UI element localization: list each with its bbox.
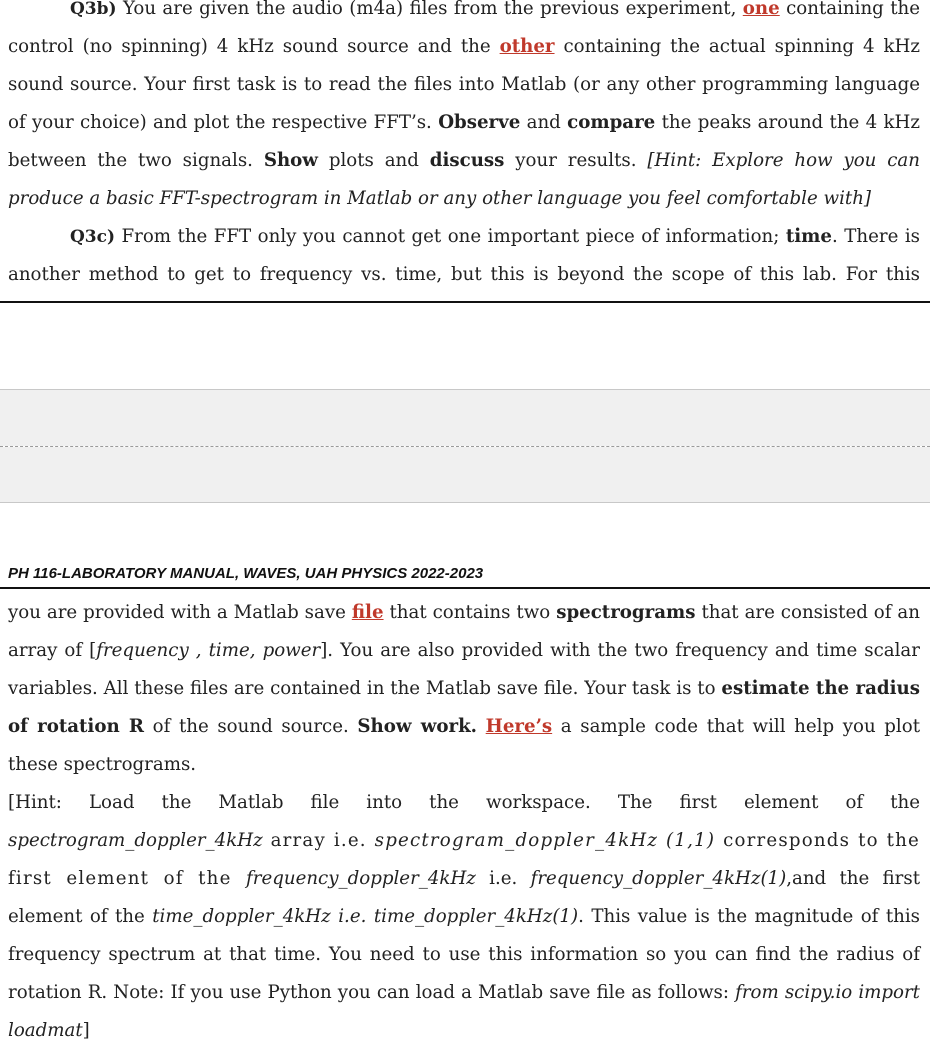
italic-text: time_doppler_4kHz: [152, 906, 331, 927]
text: array i.e.: [262, 830, 375, 851]
bold-text: Observe: [438, 112, 521, 133]
italic-text: spectrogram_doppler_4kHz (1,1): [374, 830, 716, 851]
bold-text: Show: [263, 150, 318, 171]
page-separator-top: [0, 389, 930, 446]
text: that are consisted of an array of [: [8, 602, 920, 661]
text: plots and: [317, 150, 430, 171]
italic-text: frequency , time, power: [96, 640, 321, 661]
text: ]: [82, 1020, 90, 1041]
text: i.e.: [475, 868, 531, 889]
link-one[interactable]: one: [742, 0, 780, 19]
header-rule: [0, 587, 930, 589]
link-other[interactable]: other: [499, 36, 555, 57]
page-separator-bottom: [0, 447, 930, 503]
bold-text: spectrograms: [556, 602, 696, 623]
text: [477, 716, 486, 737]
bold-text: discuss: [429, 150, 505, 171]
spectrogram-paragraph: [8, 594, 920, 784]
text: . There is another method to get to frequency vs. time, but this is beyond the scope of this lab. For this: [8, 226, 920, 285]
text: and: [520, 112, 568, 133]
text: that contains two: [383, 602, 557, 623]
text: you are provided with a Matlab save: [8, 602, 352, 623]
hint-text: [Hint: Explore how you can produce a basic FFT-spectrogram in Matlab or any other language you feel comfortable with]: [8, 150, 920, 209]
previous-page-bottom: [0, 0, 930, 303]
bold-text: Show work.: [357, 716, 478, 737]
hint-paragraph: [8, 784, 920, 1050]
link-file[interactable]: file: [351, 602, 384, 623]
question-3b-paragraph: [8, 0, 920, 218]
text: corresponds to the first element of the: [8, 830, 921, 889]
text: your results.: [504, 150, 648, 171]
italic-text: from scipy.io import loadmat: [8, 982, 920, 1041]
italic-text: frequency_doppler_4kHz: [246, 868, 476, 889]
text: From the FFT only you cannot get one important piece of information;: [115, 226, 786, 247]
text: of the sound source.: [144, 716, 358, 737]
text: a sample code that will help you plot these spectrograms.: [8, 716, 921, 775]
question-label: Q3b): [70, 0, 117, 19]
text: ]. You are also provided with the two frequency and time scalar variables. All these files are contained in the Matlab save file. Your task is to: [8, 640, 920, 699]
page-header: PH 116-LABORATORY MANUAL, WAVES, UAH PHYSICS 2022-2023: [8, 565, 484, 582]
italic-text: i.e. time_doppler_4kHz(1): [338, 906, 579, 927]
text: [Hint: Load the Matlab file into the workspace. The first element of the: [8, 792, 920, 813]
page-gap: [0, 303, 930, 389]
bold-text: time: [785, 226, 833, 247]
italic-text: frequency_doppler_4kHz(1): [530, 868, 787, 889]
text: the peaks around the 4 kHz between the two signals.: [8, 112, 920, 171]
bold-text: estimate the radius of rotation R: [8, 678, 920, 737]
question-label: Q3c): [70, 227, 116, 247]
text: containing the control (no spinning) 4 kHz sound source and the: [8, 0, 920, 57]
text: ,and the first element of the: [8, 868, 920, 927]
link-heres[interactable]: Here’s: [485, 716, 553, 737]
italic-text: spectrogram_doppler_4kHz: [8, 830, 263, 851]
text: You are given the audio (m4a) files from the previous experiment,: [116, 0, 743, 19]
text: containing the actual spinning 4 kHz sound source. Your first task is to read the files into Matlab (or any other programming language of your choice) and plot the respective FFT’s.: [8, 36, 920, 133]
text: . This value is the magnitude of this frequency spectrum at that time. You need to use this information so you can find the radius of rotation R. Note: If you use Python you can load a Matlab save file as follows:: [8, 906, 921, 1003]
bold-text: compare: [567, 112, 656, 133]
